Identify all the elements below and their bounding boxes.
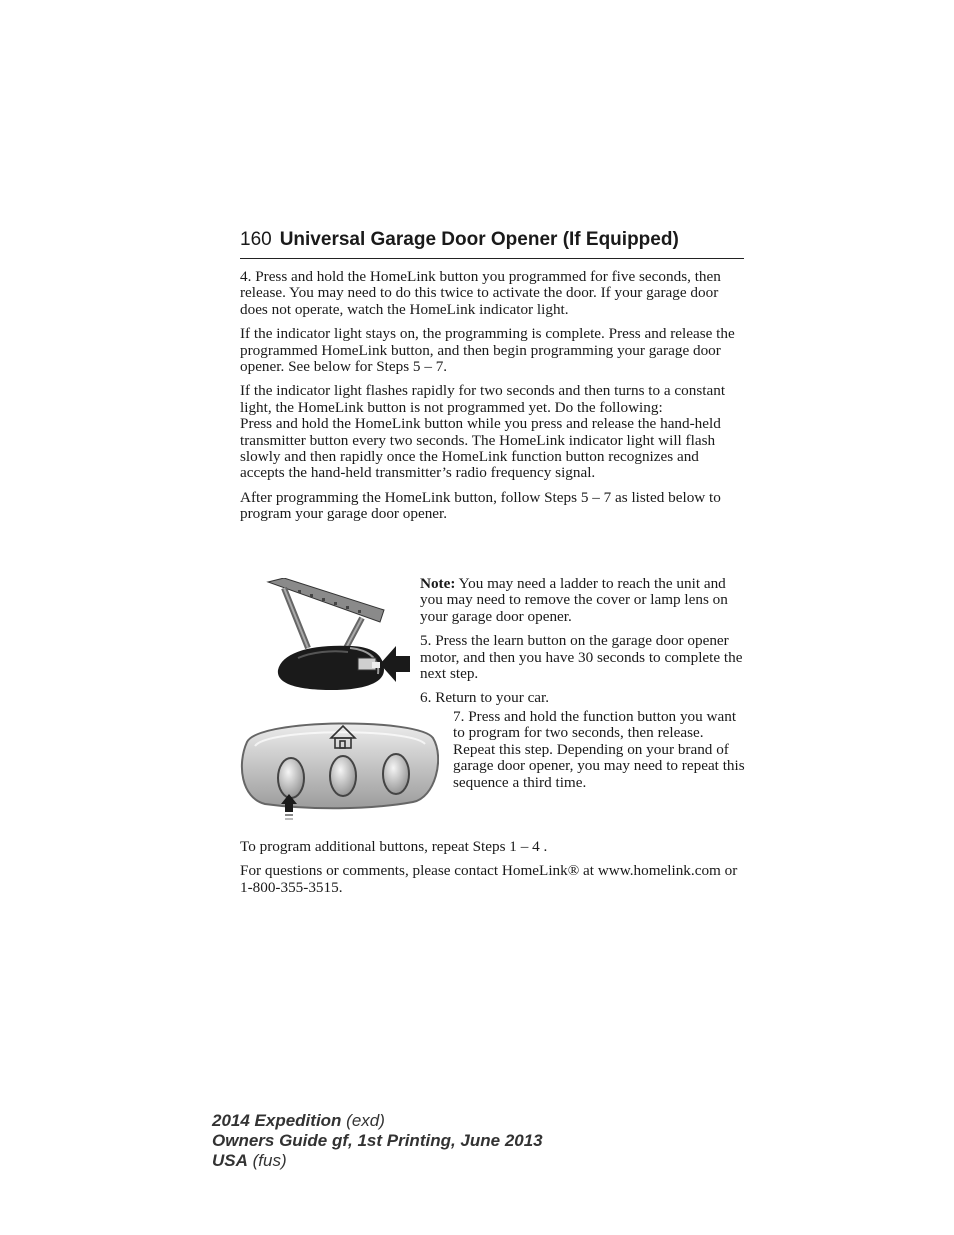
footer-line-2 xyxy=(212,1131,543,1151)
note-paragraph xyxy=(420,576,745,625)
note-text: You may need a ladder to reach the unit and you may need to remove the cover or lamp lens on your garage door opener. xyxy=(420,575,728,625)
page-footer xyxy=(212,1111,543,1171)
paragraph-indicator-flash: If the indicator light flashes rapidly for two seconds and then turns to a constant light, the HomeLink button is not programmed yet. Do the following: xyxy=(240,382,726,416)
footer-printing: Owners Guide gf, 1st Printing, June 2013 xyxy=(212,1131,543,1150)
paragraph-press-hold: Press and hold the HomeLink button while you press and release the hand-held transmitter button every two seconds. The HomeLink indicator light will flash slowly and then rapidly once the HomeLink function button recognizes and accepts the hand-held transmitter’s radio frequency signal. xyxy=(240,415,721,482)
footer-line-3 xyxy=(212,1151,543,1171)
footer-line-1 xyxy=(212,1111,543,1131)
page-number: 160 xyxy=(240,229,272,250)
step-7: 7. Press and hold the function button you want to program for two seconds, then release. Repeat this step. Depending on your brand of garage door opener, you may need to repeat this sequence a third time. xyxy=(453,708,745,791)
garage-door-opener-illustration xyxy=(262,578,412,694)
footer-model-code: (exd) xyxy=(341,1111,385,1130)
homelink-console-illustration xyxy=(239,712,439,824)
body-bottom xyxy=(240,839,745,896)
footer-market: USA xyxy=(212,1151,248,1170)
footer-model: 2014 Expedition xyxy=(212,1111,342,1130)
step-5: 5. Press the learn button on the garage door opener motor, and then you have 30 seconds to complete the next step. xyxy=(420,632,743,683)
page-title: Universal Garage Door Opener (If Equipped) xyxy=(279,229,679,250)
paragraph-step4: 4. Press and hold the HomeLink button you programmed for five seconds, then release. You may need to do this twice to activate the door. If your garage door does not operate, watch the HomeLink indicator light. xyxy=(240,268,721,318)
steps-column xyxy=(420,576,745,707)
paragraph-after-programming: After programming the HomeLink button, follow Steps 5 – 7 as listed below to program your garage door opener. xyxy=(240,488,721,523)
paragraph-contact: For questions or comments, please contact HomeLink® at www.homelink.com or 1-800-355-3515. xyxy=(240,862,738,896)
note-label: Note: xyxy=(420,575,456,592)
paragraph-indicator-on: If the indicator light stays on, the programming is complete. Press and release the programmed HomeLink button, and then begin programming your garage door opener. See below for Steps 5 – 7. xyxy=(240,325,735,376)
page-header xyxy=(240,228,744,259)
step7-column xyxy=(453,709,745,791)
paragraph-additional-buttons: To program additional buttons, repeat Steps 1 – 4 . xyxy=(240,838,548,855)
step-6: 6. Return to your car. xyxy=(420,689,550,707)
body-top xyxy=(240,269,745,523)
footer-market-code: (fus) xyxy=(247,1151,287,1170)
